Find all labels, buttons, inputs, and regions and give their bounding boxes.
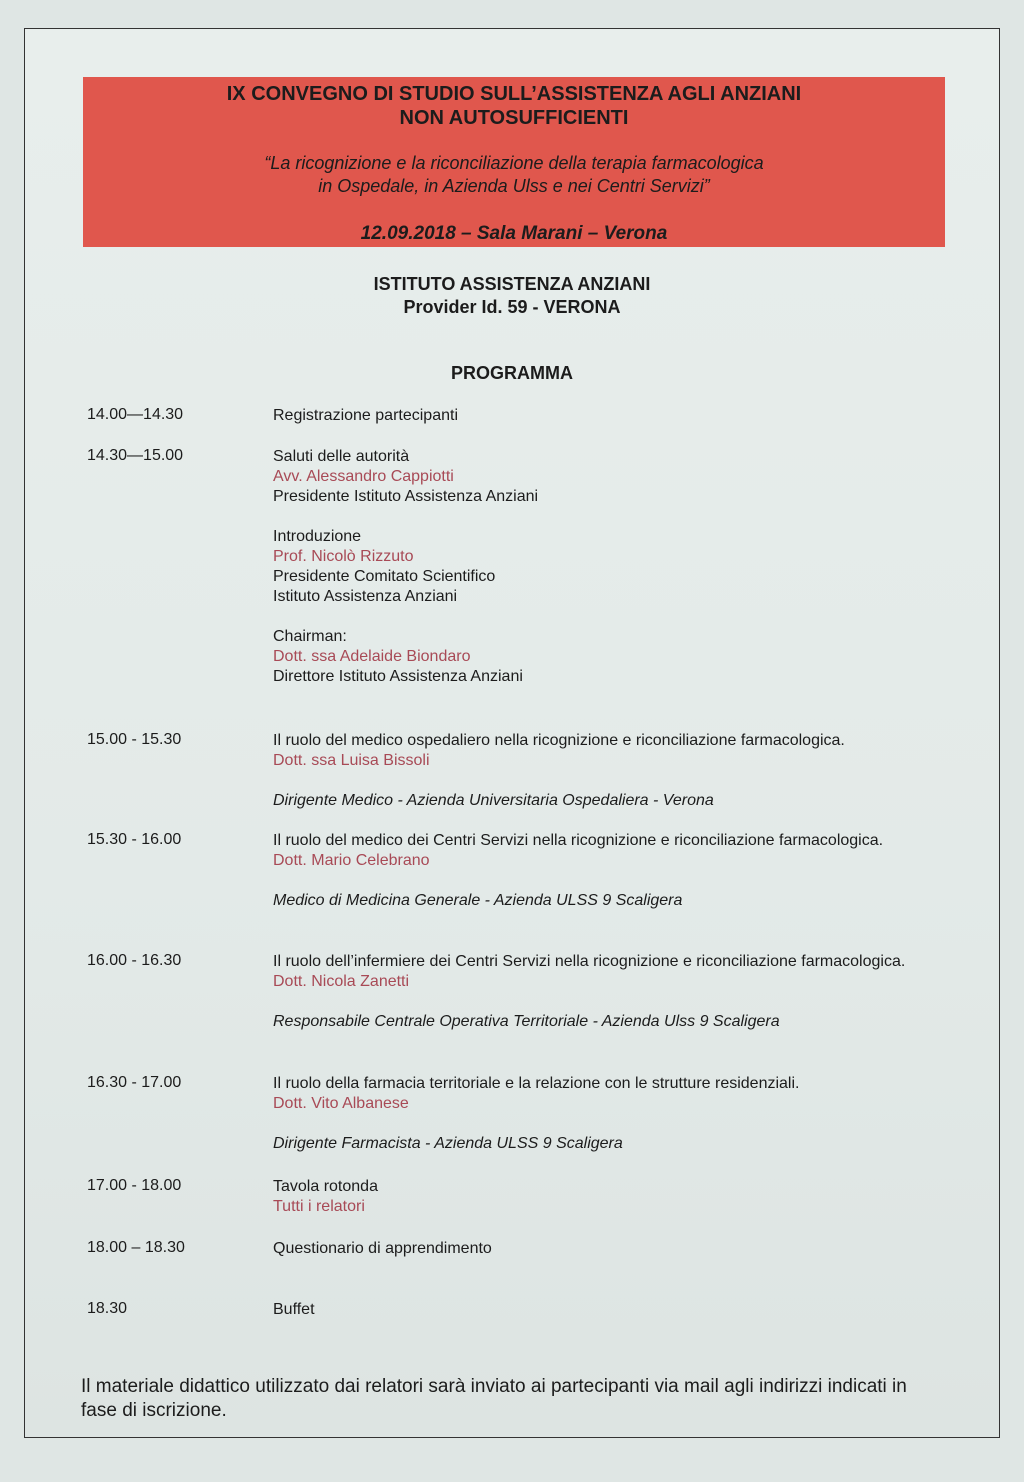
time-slot: 15.00 - 15.30 — [87, 731, 182, 748]
title-line-1: IX CONVEGNO DI STUDIO SULL’ASSISTENZA AGLI ANZIANI — [226, 83, 802, 105]
speaker-role: Dirigente Farmacista - Azienda ULSS 9 Scaligera — [273, 1135, 623, 1152]
program-item — [273, 447, 919, 687]
speaker-name: Dott. Vito Albanese — [273, 1095, 409, 1112]
speaker-name: Prof. Nicolò Rizzuto — [273, 548, 414, 565]
item-text: Il ruolo della farmacia territoriale e la relazione con le strutture residenziali. — [273, 1075, 800, 1092]
program-item — [273, 731, 919, 811]
speaker-name: Dott. Nicola Zanetti — [273, 973, 410, 990]
item-text: Questionario di apprendimento — [273, 1240, 492, 1257]
speaker-name: Dott. Mario Celebrano — [273, 852, 430, 869]
item-text: Buffet — [273, 1301, 315, 1318]
date-place: 12.09.2018 – Sala Marani – Verona — [360, 223, 668, 244]
speaker-name: Dott. ssa Luisa Bissoli — [273, 752, 430, 769]
speaker-role: Presidente Istituto Assistenza Anziani — [273, 488, 539, 505]
item-text: Saluti delle autorità — [273, 448, 410, 465]
item-text: Introduzione — [273, 528, 362, 545]
subtitle-line-2: in Ospedale, in Azienda Ulss e nei Centri Servizi” — [318, 176, 710, 196]
title-banner — [83, 77, 945, 247]
program-item — [273, 1300, 919, 1320]
time-slot: 16.30 - 17.00 — [87, 1074, 182, 1091]
speaker-role: Direttore Istituto Assistenza Anziani — [273, 668, 523, 685]
program-item — [273, 406, 919, 426]
conference-title — [83, 82, 945, 130]
title-line-2: NON AUTOSUFFICIENTI — [399, 107, 629, 129]
time-slot: 14.00—14.30 — [87, 406, 184, 423]
program-item — [273, 831, 919, 911]
time-slot: 18.30 — [87, 1300, 128, 1317]
time-slot: 18.00 – 18.30 — [87, 1239, 185, 1256]
item-text: Il ruolo del medico dei Centri Servizi nella ricognizione e riconciliazione farmacologica. — [273, 832, 884, 849]
subtitle-line-1: “La ricognizione e la riconciliazione della terapia farmacologica — [264, 153, 764, 173]
time-slot: 15.30 - 16.00 — [87, 831, 182, 848]
time-slot: 16.00 - 16.30 — [87, 952, 182, 969]
item-text: Il ruolo del medico ospedaliero nella ricognizione e riconciliazione farmacologica. — [273, 732, 845, 749]
item-text: Registrazione partecipanti — [273, 407, 458, 424]
item-text: Chairman: — [273, 628, 347, 645]
item-text: Il ruolo dell’infermiere dei Centri Servizi nella ricognizione e riconciliazione farmacologica. — [273, 953, 906, 970]
speaker-role: Dirigente Medico - Azienda Universitaria Ospedaliera - Verona — [273, 792, 714, 809]
program-item — [273, 952, 919, 1032]
program-item — [273, 1074, 919, 1154]
speaker-role: Responsabile Centrale Operativa Territoriale - Azienda Ulss 9 Scaligera — [273, 1013, 780, 1030]
speaker-role: Medico di Medicina Generale - Azienda ULSS 9 Scaligera — [273, 892, 683, 909]
speaker-name: Avv. Alessandro Cappiotti — [273, 468, 454, 485]
program-title: PROGRAMMA — [451, 363, 573, 383]
conference-subtitle — [83, 152, 945, 198]
institute-block — [25, 273, 999, 319]
item-text: Tavola rotonda — [273, 1178, 378, 1195]
program-item — [273, 1239, 919, 1259]
document-page — [24, 28, 1000, 1438]
program-item — [273, 1177, 919, 1217]
time-slot: 17.00 - 18.00 — [87, 1177, 182, 1194]
speaker-role: Presidente Comitato Scientifico — [273, 568, 496, 585]
provider-id: Provider Id. 59 - VERONA — [403, 297, 621, 317]
speaker-role: Istituto Assistenza Anziani — [273, 588, 458, 605]
speaker-name: Tutti i relatori — [273, 1198, 365, 1215]
institute-name: ISTITUTO ASSISTENZA ANZIANI — [373, 274, 651, 294]
speaker-name: Dott. ssa Adelaide Biondaro — [273, 648, 471, 665]
footer-note: Il materiale didattico utilizzato dai relatori sarà inviato ai partecipanti via mail agli indirizzi indicati in fase di iscrizione. — [81, 1376, 907, 1421]
time-slot: 14.30—15.00 — [87, 447, 184, 464]
